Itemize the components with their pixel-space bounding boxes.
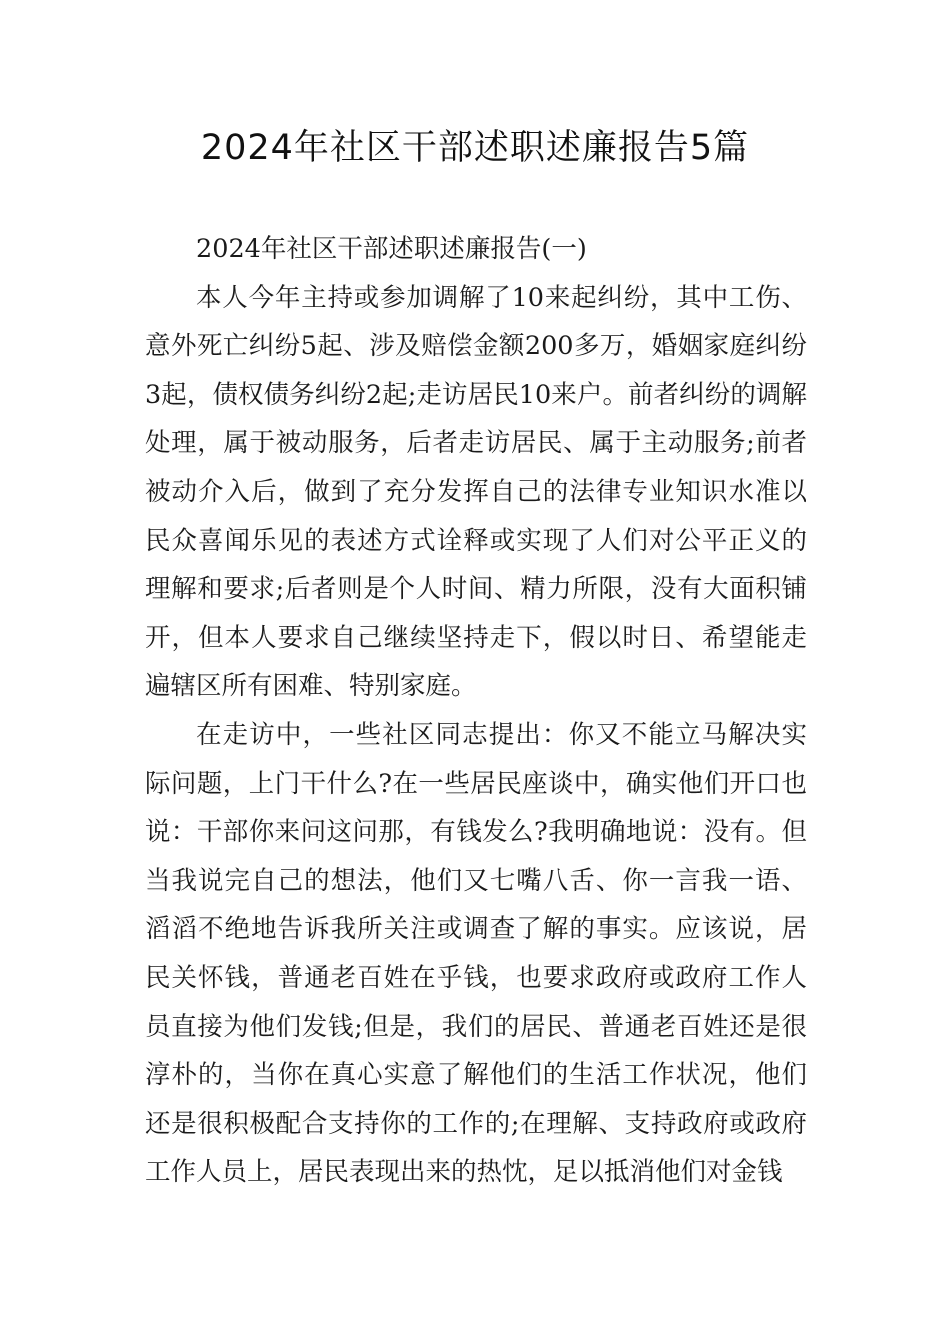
document-title: 2024年社区干部述职述廉报告5篇 xyxy=(200,128,750,168)
section-heading: 2024年社区干部述职述廉报告(一) xyxy=(196,234,587,264)
body-paragraph: 本人今年主持或参加调解了10来起纠纷，其中工伤、意外死亡纠纷5起、涉及赔偿金额200多万，婚姻家庭纠纷3起，债权债务纠纷2起;走访居民10来户。前者纠纷的调解处理，属于被动服务，后者走访居民、属于主动服务;前者被动介入后，做到了充分发挥自己的法律专业知识水准以民众喜闻乐见的表述方式诠释或实现了人们对公平正义的理解和要求;后者则是个人时间、精力所限，没有大面积铺开，但本人要求自己继续坚持走下，假以时日、希望能走遍辖区所有困难、特别家庭。 xyxy=(145,282,807,702)
document-body xyxy=(145,225,807,1197)
body-paragraph: 在走访中，一些社区同志提出：你又不能立马解决实际问题，上门干什么?在一些居民座谈中，确实他们开口也说：干部你来问这问那，有钱发么?我明确地说：没有。但当我说完自己的想法，他们又七嘴八舌、你一言我一语、滔滔不绝地告诉我所关注或调查了解的事实。应该说，居民关怀钱，普通老百姓在乎钱，也要求政府或政府工作人员直接为他们发钱;但是，我们的居民、普通老百姓还是很淳朴的，当你在真心实意了解他们的生活工作状况，他们还是很积极配合支持你的工作的;在理解、支持政府或政府工作人员上，居民表现出来的热忱，足以抵消他们对金钱 xyxy=(145,719,807,1188)
